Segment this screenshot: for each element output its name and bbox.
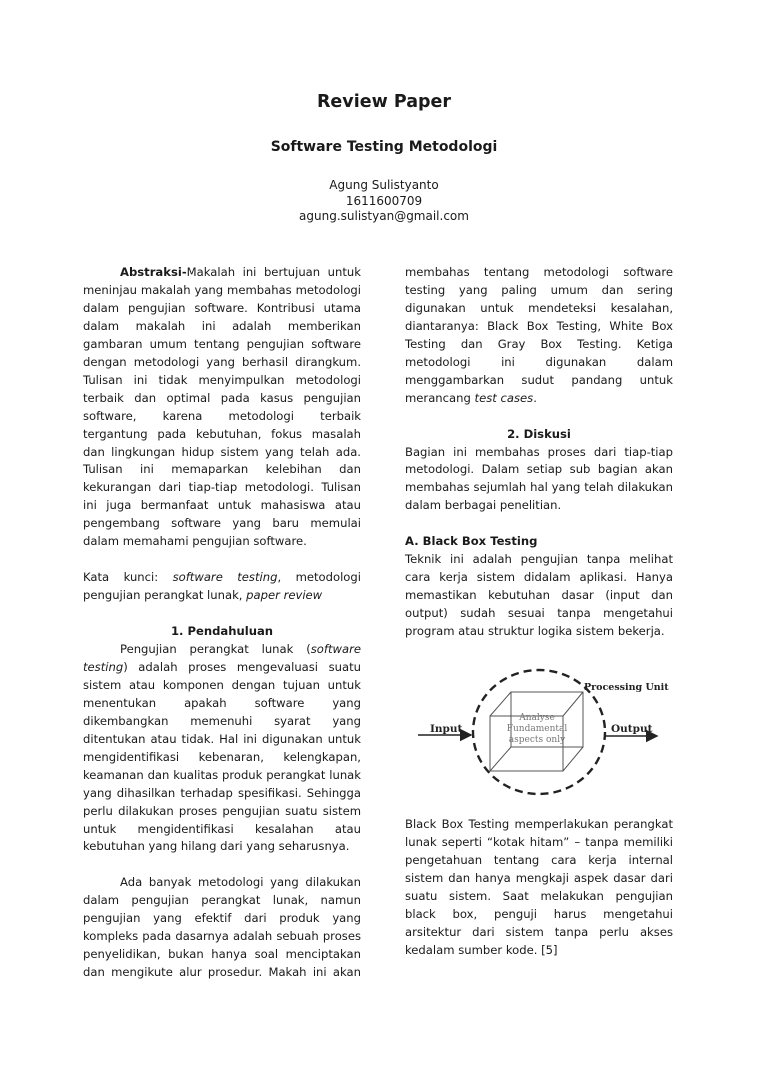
- subsection-a-heading: A. Black Box Testing: [405, 534, 538, 549]
- p3-italic-term: test cases: [474, 390, 534, 405]
- processing-unit-label: Processing Unit: [584, 682, 669, 693]
- p1-italic-term: software testing: [83, 641, 361, 674]
- keyword-paper-review: paper review: [246, 588, 323, 603]
- p3-end: .: [533, 390, 537, 405]
- box-label-line-2: Fundamental: [506, 724, 568, 734]
- keywords-paragraph: [83, 569, 361, 605]
- section-1-heading: 1. Pendahuluan: [170, 624, 274, 639]
- section-1-paragraph-2-continued: [405, 264, 673, 408]
- abstract-text: Makalah ini bertujuan untuk meninjau makalah yang membahas metodologi dalam pengujian software. Kontribusi utama dalam makalah ini adalah memberikan gambaran umum tentang pengujian software dengan metodologi yang berhasil dirangkum. Tulisan ini tidak menyimpulkan metodologi terbaik dan optimal pada kasus pengujian software, karena metodologi terbaik tergantung pada kebutuhan, fokus masalah dan lingkungan hidup sistem yang telah ada. Tulisan ini memaparkan kelebihan dan kekurangan dari tiap-tiap metodologi. Tulisan ini juga bermanfaat untuk mahasiswa atau pengembang software yang baru memulai dalam memahami pengujian software.: [83, 265, 361, 549]
- p3-text: membahas tentang metodologi software testing yang paling umum dan sering digunakan untuk mendeteksi kesalahan, diantaranya: Black Box Testing, White Box Testing dan Gray Box Testing. Ketiga metodologi ini digunakan dalam menggambarkan sudut pandang untuk merancang: [405, 265, 673, 405]
- abstract-paragraph: [83, 264, 361, 551]
- left-column: [83, 264, 361, 982]
- paper-title: Review Paper: [316, 92, 452, 112]
- input-label: Input: [430, 723, 463, 735]
- keywords-label: Kata kunci:: [83, 570, 159, 585]
- author-name: Agung Sulistyanto: [329, 178, 439, 192]
- box-label-line-1: Analyse: [519, 713, 555, 723]
- keyword-software-testing: software testing: [172, 570, 278, 585]
- p1-rest: ) adalah proses mengevaluasi suatu sistem atau komponen dengan tujuan untuk menentukan apakah software yang dikembangkan memenuhi syarat yang ditentukan atau tidak. Hal ini digunakan untuk mengidentifikasi kebenaran, kelengkapan, keamanan dan kualitas produk perangkat lunak yang dihasilkan terhadap spesifikasi. Sehingga perlu dilakukan proses pengujian suatu sistem untuk mengidentifikasi kesalahan atau kebutuhan yang hilang dari yang seharusnya.: [83, 659, 361, 854]
- subsection-a-paragraph-1: Teknik ini adalah pengujian tanpa melihat cara kerja sistem didalam aplikasi. Hanya memastikan kebutuhan dasar (input dan output) sudah sesuai tanpa mengetahui program atau struktur logika sistem bekerja.: [405, 552, 673, 639]
- black-box-diagram: [405, 660, 685, 810]
- author-block: [0, 178, 768, 225]
- paper-subtitle: Software Testing Metodologi: [270, 139, 498, 155]
- right-column: [405, 264, 673, 641]
- box-label-line-3: aspects only: [508, 735, 566, 745]
- p1-start: Pengujian perangkat lunak (: [120, 641, 311, 656]
- section-1-paragraph-2: Ada banyak metodologi yang dilakukan dalam pengujian perangkat lunak, namun pengujian yang efektif dari produk yang kompleks pada dasarnya adalah sebuah proses penyelidikan, bukan hanya soal menciptakan dan mengikute alur prosedur. Makah ini akan: [83, 875, 361, 980]
- abstract-label: Abstraksi-: [120, 265, 187, 279]
- output-label: Output: [611, 723, 653, 735]
- subsection-a-paragraph-2: Black Box Testing memperlakukan perangkat lunak seperti “kotak hitam” – tanpa memiliki pengetahuan tentang cara kerja internal sistem dan hanya mengkaji aspek dasar dari suatu sistem. Saat melakukan pengujian black box, penguji harus mengetahui arsitektur dari sistem tanpa perlu akses kedalam sumber kode. [5]: [405, 817, 673, 957]
- section-2-heading: 2. Diskusi: [507, 426, 571, 441]
- author-id: 1611600709: [345, 193, 423, 208]
- section-2-paragraph-1: Bagian ini membahas proses dari tiap-tiap metodologi. Dalam setiap sub bagian akan membahas sejumlah hal yang telah dilakukan dalam berbagai penelitian.: [405, 444, 673, 513]
- section-1-paragraph-1: [83, 641, 361, 856]
- author-email: agung.sulistyan@gmail.com: [299, 209, 469, 223]
- right-column-lower: [405, 816, 673, 960]
- keywords-middle: , metodologi pengujian perangkat lunak,: [83, 570, 361, 603]
- black-box-diagram-svg: [405, 660, 685, 810]
